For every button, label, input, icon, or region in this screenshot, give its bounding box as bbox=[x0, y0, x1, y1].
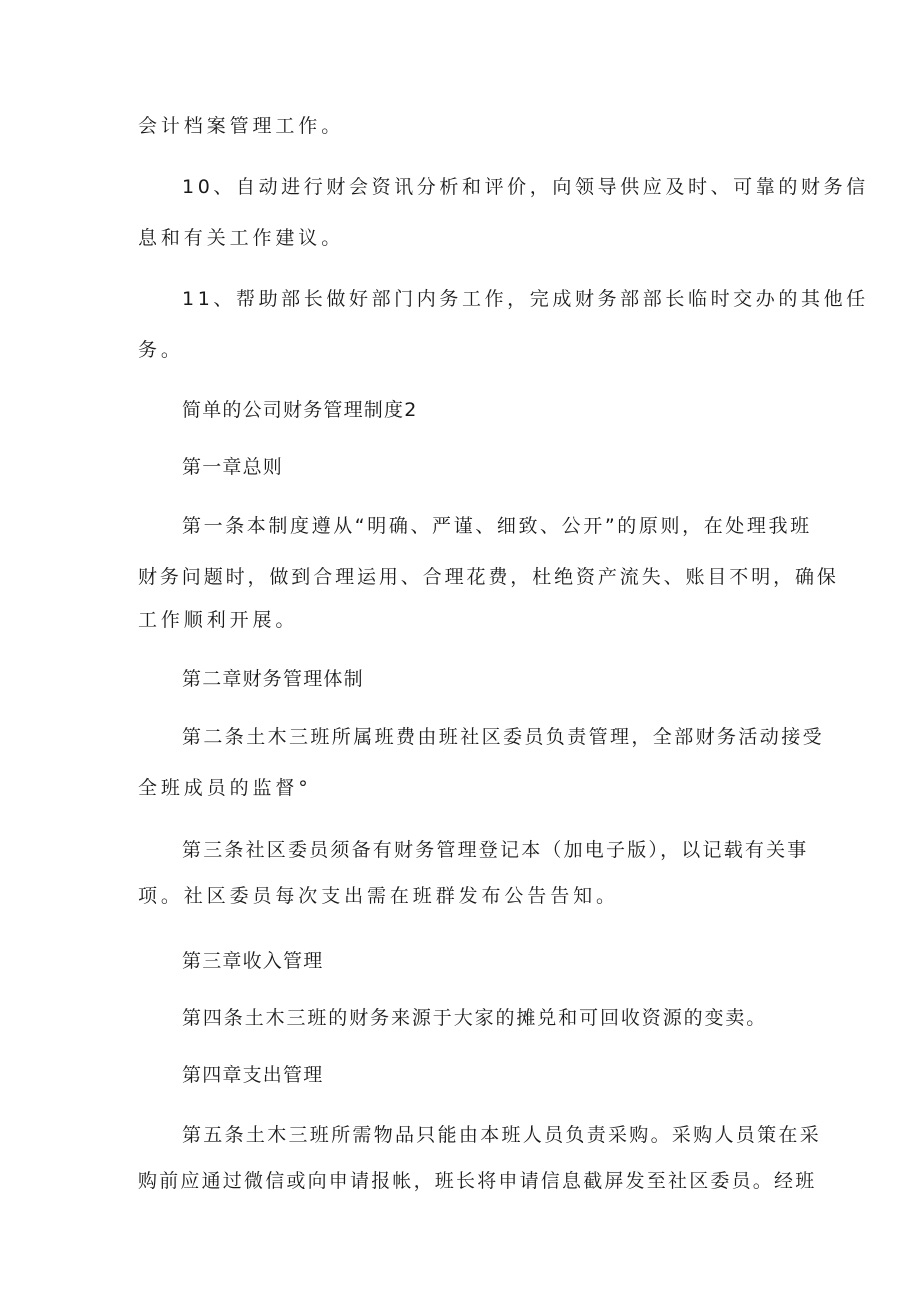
article-1-line-1: 第一条本制度遵从“明确、严谨、细致、公开”的原则，在处理我班 bbox=[182, 515, 812, 537]
item-10-line-2: 息和有关工作建议。 bbox=[138, 227, 345, 249]
article-2-line-1: 第二条土木三班所属班费由班社区委员负责管理，全部财务活动接受 bbox=[182, 726, 825, 748]
chapter-2-heading: 第二章财务管理体制 bbox=[182, 668, 364, 690]
article-4-line-1: 第四条土木三班的财务来源于大家的摊兑和可回收资源的变卖。 bbox=[182, 1007, 768, 1029]
section-title: 简单的公司财务管理制度2 bbox=[182, 399, 418, 421]
article-5-line-1: 第五条土木三班所需物品只能由本班人员负责采购。采购人员策在采 bbox=[182, 1124, 822, 1146]
item-11-line-2: 务。 bbox=[138, 339, 184, 361]
article-5-line-2: 购前应通过微信或向申请报帐，班长将申请信息截屏发至社区委员。经班 bbox=[138, 1170, 817, 1192]
article-3-line-2: 项。社区委员每次支出需在班群发布公告告知。 bbox=[138, 885, 619, 907]
article-2-line-2: 全班成员的监督° bbox=[138, 777, 312, 799]
article-1-line-3: 工作顺利开展。 bbox=[138, 609, 299, 631]
article-1-line-2: 财务问题时，做到合理运用、合理花费，杜绝资产流失、账目不明，确保 bbox=[138, 566, 839, 588]
item-11-line-1: 11、帮助部长做好部门内务工作，完成财务部部长临时交办的其他任 bbox=[182, 288, 869, 310]
item-10-line-1: 10、自动进行财会资讯分析和评价，向领导供应及时、可靠的财务信 bbox=[182, 176, 869, 198]
chapter-1-heading: 第一章总则 bbox=[182, 456, 284, 478]
chapter-3-heading: 第三章收入管理 bbox=[182, 950, 324, 972]
paragraph-line: 会计档案管理工作。 bbox=[138, 115, 345, 137]
chapter-4-heading: 第四章支出管理 bbox=[182, 1064, 324, 1086]
article-3-line-1: 第三条社区委员须备有财务管理登记本（加电子版），以记载有关事 bbox=[182, 839, 809, 861]
